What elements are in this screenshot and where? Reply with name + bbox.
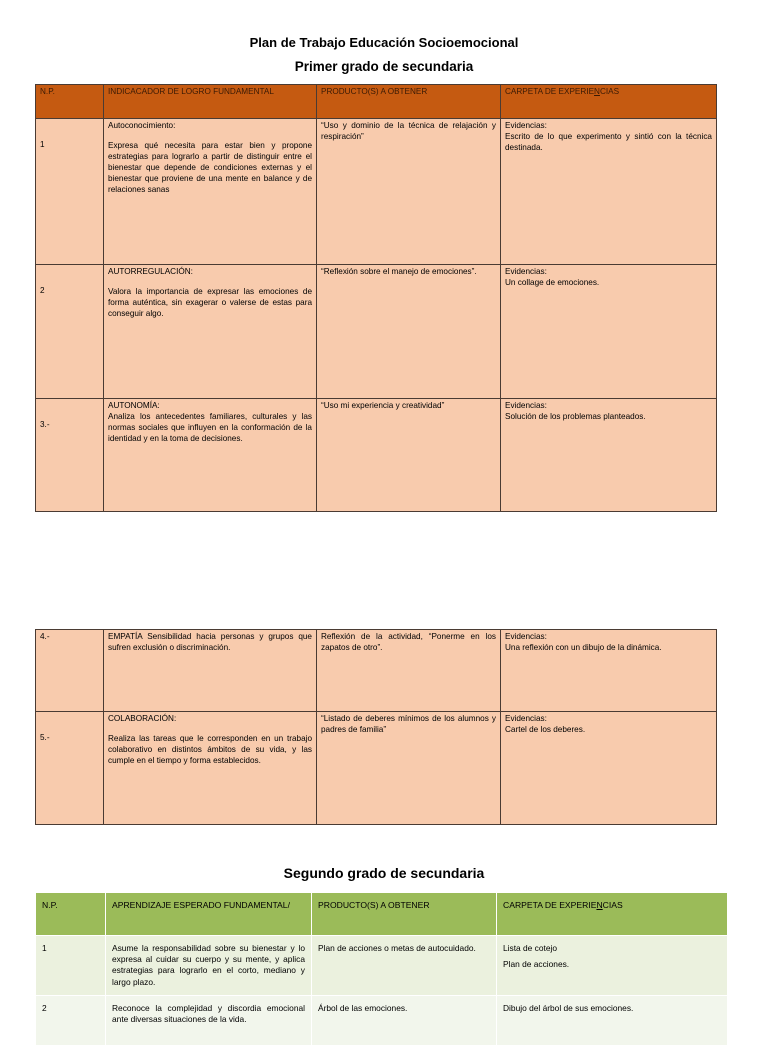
header-np: N.P. (36, 893, 106, 936)
indicador-heading: Autoconocimiento: (108, 121, 176, 130)
table-row (36, 630, 717, 712)
carpeta-cell (501, 712, 717, 825)
grade-1-heading: Primer grado de secundaria (294, 59, 474, 74)
indicador-cell (104, 265, 317, 399)
indicador-text: Analiza los antecedentes familiares, culturales y las normas sociales que influyen en la conformación de la identidad y en la toma de decisiones. (108, 411, 312, 443)
producto-cell: “Reflexión sobre el manejo de emociones”. (317, 265, 501, 399)
carpeta-line-2: Plan de acciones. (503, 959, 570, 970)
producto-cell: Plan de acciones o metas de autocuidado. (312, 936, 497, 996)
row-number: 2 (40, 286, 45, 295)
carpeta-cell (501, 265, 717, 399)
header-np: N.P. (36, 85, 104, 119)
carpeta-label: Evidencias: (505, 267, 547, 276)
carpeta-text: Solución de los problemas planteados. (505, 411, 646, 421)
producto-cell: “Listado de deberes mínimos de los alumnos y padres de familia” (317, 712, 501, 825)
carpeta-cell (501, 630, 717, 712)
carpeta-line-1: Dibujo del árbol de sus emociones. (503, 1003, 634, 1013)
row-number: 3.- (40, 420, 50, 429)
indicador-text: Expresa qué necesita para estar bien y propone estrategias para lograrlo a partir de distinguir entre el bienestar que depende de condiciones externas y el bienestar que proviene de una mente en balance y de relaciones sanas (108, 140, 312, 194)
header-producto: PRODUCTO(S) A OBTENER (317, 85, 501, 119)
table-row (36, 996, 728, 1046)
header-indicador: INDICACADOR DE LOGRO FUNDAMENTAL (104, 85, 317, 119)
header-producto: PRODUCTO(S) A OBTENER (312, 893, 497, 936)
indicador-text: Sensibilidad hacia personas y grupos que sufren exclusión o discriminación. (108, 632, 312, 652)
producto-cell: “Uso mi experiencia y creatividad” (317, 399, 501, 512)
carpeta-text: Escrito de lo que experimento y sintió con la técnica destinada. (505, 131, 712, 152)
producto-cell: Árbol de las emociones. (312, 996, 497, 1046)
row-number: 2 (36, 996, 106, 1046)
table-row (36, 265, 717, 399)
row-number-cell (36, 119, 104, 265)
row-number: 1 (36, 936, 106, 996)
indicador-heading: AUTONOMÍA: (108, 401, 160, 410)
table-header-row (36, 893, 728, 936)
indicador-cell (104, 712, 317, 825)
indicador-text: Valora la importancia de expresar las emociones de forma auténtica, sin exagerar o valerse de estas para conseguir algo. (108, 286, 312, 318)
table-header-row (36, 85, 717, 119)
table-row (36, 712, 717, 825)
carpeta-label: Evidencias: (505, 632, 547, 641)
header-carpeta: CARPETA DE EXPERIENCIAS (497, 893, 728, 936)
document-title: Plan de Trabajo Educación Socioemocional (249, 35, 519, 50)
carpeta-cell (497, 936, 728, 996)
aprendizaje-cell: Reconoce la complejidad y discordia emocional ante diversas situaciones de la vida. (106, 996, 312, 1046)
carpeta-cell (501, 119, 717, 265)
row-number: 5.- (40, 733, 50, 742)
plan-table-first-grade (35, 84, 717, 512)
indicador-heading: AUTORREGULACIÓN: (108, 267, 193, 276)
carpeta-text: Un collage de emociones. (505, 277, 600, 287)
carpeta-cell (501, 399, 717, 512)
carpeta-text: Una reflexión con un dibujo de la dinámica. (505, 642, 662, 652)
producto-cell: “Uso y dominio de la técnica de relajación y respiración” (317, 119, 501, 265)
row-number-cell (36, 712, 104, 825)
row-number: 1 (40, 140, 45, 149)
carpeta-text: Cartel de los deberes. (505, 724, 586, 734)
plan-table-first-grade-continued (35, 629, 717, 825)
indicador-cell (104, 630, 317, 712)
header-carpeta: CARPETA DE EXPERIENCIAS (501, 85, 717, 119)
carpeta-cell (497, 996, 728, 1046)
indicador-text: Realiza las tareas que le corresponden en un trabajo colaborativo en distintos ámbitos de su vida, y las cumple en el tiempo y forma establecidos. (108, 733, 312, 765)
producto-cell: Reflexión de la actividad, “Ponerme en los zapatos de otro”. (317, 630, 501, 712)
plan-table-second-grade (35, 892, 728, 1046)
row-number-cell (36, 399, 104, 512)
header-aprendizaje: APRENDIZAJE ESPERADO FUNDAMENTAL/ (106, 893, 312, 936)
carpeta-line-1: Lista de cotejo (503, 943, 558, 953)
carpeta-label: Evidencias: (505, 121, 547, 130)
table-row (36, 399, 717, 512)
row-number-cell (36, 630, 104, 712)
indicador-cell (104, 119, 317, 265)
row-number-cell (36, 265, 104, 399)
indicador-cell (104, 399, 317, 512)
row-number: 4.- (40, 632, 50, 641)
grade-2-heading: Segundo grado de secundaria (283, 865, 485, 881)
aprendizaje-cell: Asume la responsabilidad sobre su bienestar y lo expresa al cuidar su cuerpo y su mente, y aplica estrategias para lograrlo en el corto, mediano y largo plazo. (106, 936, 312, 996)
indicador-heading: EMPATÍA (108, 632, 143, 641)
indicador-heading: COLABORACIÓN: (108, 714, 177, 723)
carpeta-label: Evidencias: (505, 401, 547, 410)
table-row (36, 119, 717, 265)
carpeta-label: Evidencias: (505, 714, 547, 723)
table-row (36, 936, 728, 996)
